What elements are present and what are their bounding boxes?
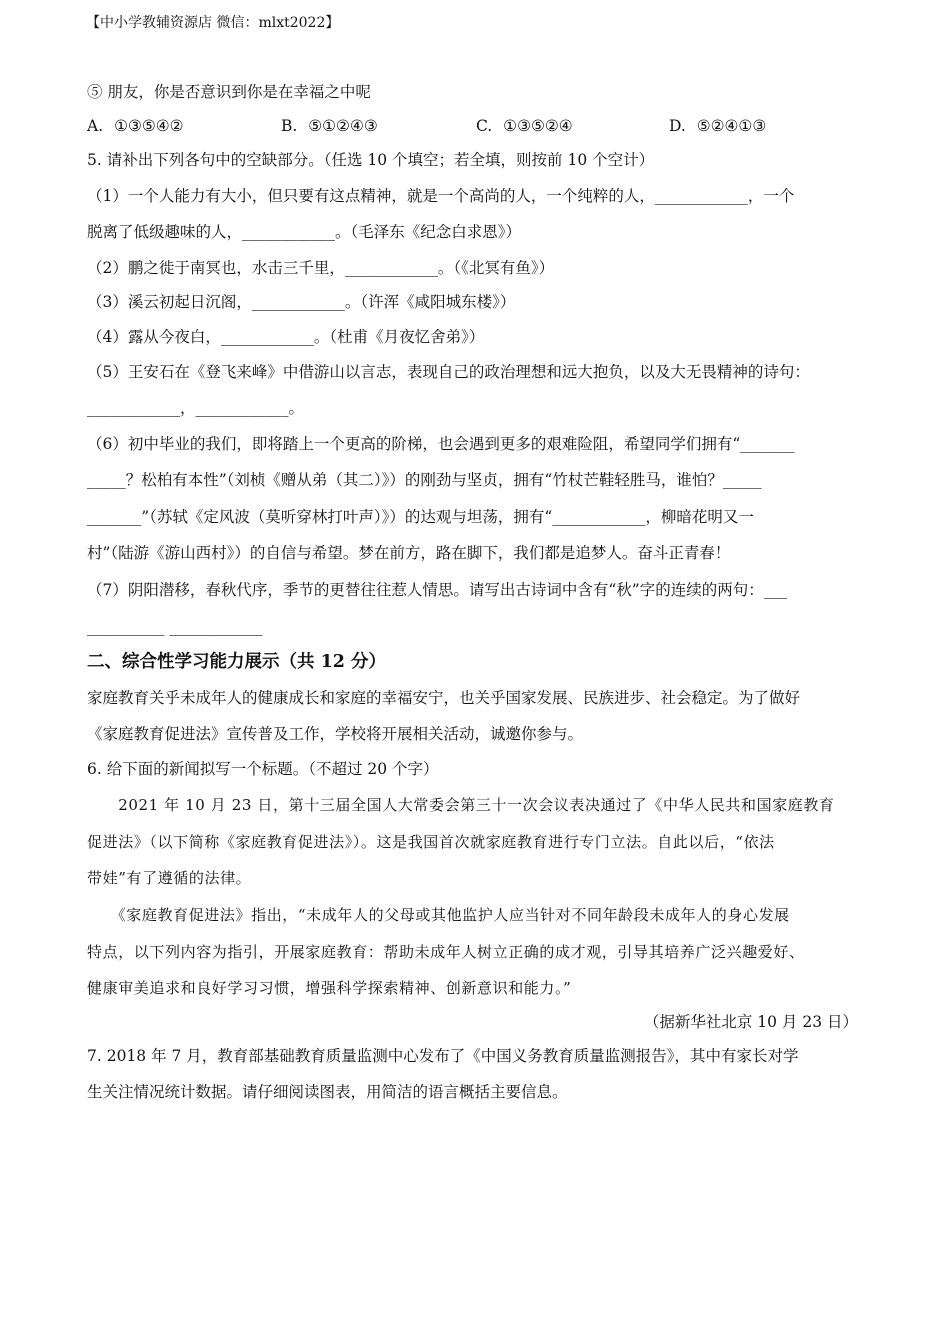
q5-line: （7）阴阳潜移，春秋代序，季节的更替往往惹人情思。请写出古诗词中含有“秋”字的连续的两句：___ [87,581,787,599]
option-label: C. [476,117,493,135]
option-value: ⑤①②④③ [308,117,378,135]
option-value: ①③⑤②④ [503,117,573,135]
option-value: ①③⑤④② [114,117,184,135]
q7-line: 生关注情况统计数据。请仔细阅读图表，用简洁的语言概括主要信息。 [87,1083,568,1101]
header-tag: 【中小学教辅资源店 微信：mlxt2022】 [86,15,340,31]
news-line: 促进法》（以下简称《家庭教育促进法》）。这是我国首次就家庭教育进行专门立法。自此以后，“依法 [87,833,775,851]
q5-line: （6）初中毕业的我们，即将踏上一个更高的阶梯，也会遇到更多的艰难险阻，希望同学们拥有“_______ [87,435,795,453]
news-line: 《家庭教育促进法》指出，“未成年人的父母或其他监护人应当针对不同年龄段未成年人的身心发展 [87,906,790,924]
news-line: 特点，以下列内容为指引，开展家庭教育：帮助未成年人树立正确的成才观，引导其培养广泛兴趣爱好、 [87,943,805,961]
q7-line: 7. 2018 年 7 月，教育部基础教育质量监测中心发布了《中国义务教育质量监测报告》，其中有家长对学 [87,1047,799,1065]
news-source: （据新华社北京 10 月 23 日） [643,1013,858,1031]
q5-line: （4）露从今夜白，____________。（杜甫《月夜忆舍弟》） [87,328,485,346]
section-2-title: 二、综合性学习能力展示（共 12 分） [87,652,387,672]
news-line: 带娃”有了遵循的法律。 [87,869,252,887]
q4-item-5: ⑤ 朋友，你是否意识到你是在幸福之中呢 [87,83,371,101]
q4-option-b [281,116,378,136]
q5-line: __________ ____________ [87,618,263,636]
q5-line: （2）鹏之徙于南冥也，水击三千里，____________。（《北冥有鱼》） [87,259,555,277]
q5-line: ____________，____________。 [87,399,305,417]
q5-line: _______”（苏轼《定风波（莫听穿林打叶声）》）的达观与坦荡，拥有“____________，柳暗花明又一 [87,508,754,526]
q5-line: 脱离了低级趣味的人，____________。（毛泽东《纪念白求恩》） [87,223,522,241]
option-label: B. [281,117,298,135]
q5-line: 村”（陆游《游山西村》）的自信与希望。梦在前方，路在脚下，我们都是追梦人。奋斗正青春！ [87,544,731,562]
q4-option-a [87,116,184,136]
q4-option-d [669,116,766,136]
news-line: 2021 年 10 月 23 日，第十三届全国人大常委会第三十一次会议表决通过了《中华人民共和国家庭教育 [87,796,835,814]
option-value: ⑤②④①③ [696,117,767,135]
section-2-intro: 家庭教育关乎未成年人的健康成长和家庭的幸福安宁，也关乎国家发展、民族进步、社会稳定。为了做好 [87,689,801,707]
q5-line: （5）王安石在《登飞来峰》中借游山以言志，表现自己的政治理想和远大抱负，以及大无畏精神的诗句： [87,363,810,381]
q5-line: （1）一个人能力有大小，但只要有这点精神，就是一个高尚的人，一个纯粹的人，____________，一个 [87,187,795,205]
section-2-intro: 《家庭教育促进法》宣传普及工作，学校将开展相关活动，诚邀你参与。 [87,725,584,743]
q6-stem: 6. 给下面的新闻拟写一个标题。（不超过 20 个字） [87,760,439,778]
option-label: A. [87,117,104,135]
q4-option-c [476,116,573,136]
q5-line: _____？松柏有本性”（刘桢《赠从弟（其二）》）的刚劲与坚贞，拥有“竹杖芒鞋轻胜马，谁怕？_____ [87,471,762,489]
news-line: 健康审美追求和良好学习习惯，增强科学探索精神、创新意识和能力。” [87,979,572,997]
q5-line: （3）溪云初起日沉阁，____________。（许浑《咸阳城东楼》） [87,293,516,311]
option-label: D. [669,117,686,135]
q5-stem: 5. 请补出下列各句中的空缺部分。（任选 10 个填空；若全填，则按前 10 个空计） [87,151,655,169]
